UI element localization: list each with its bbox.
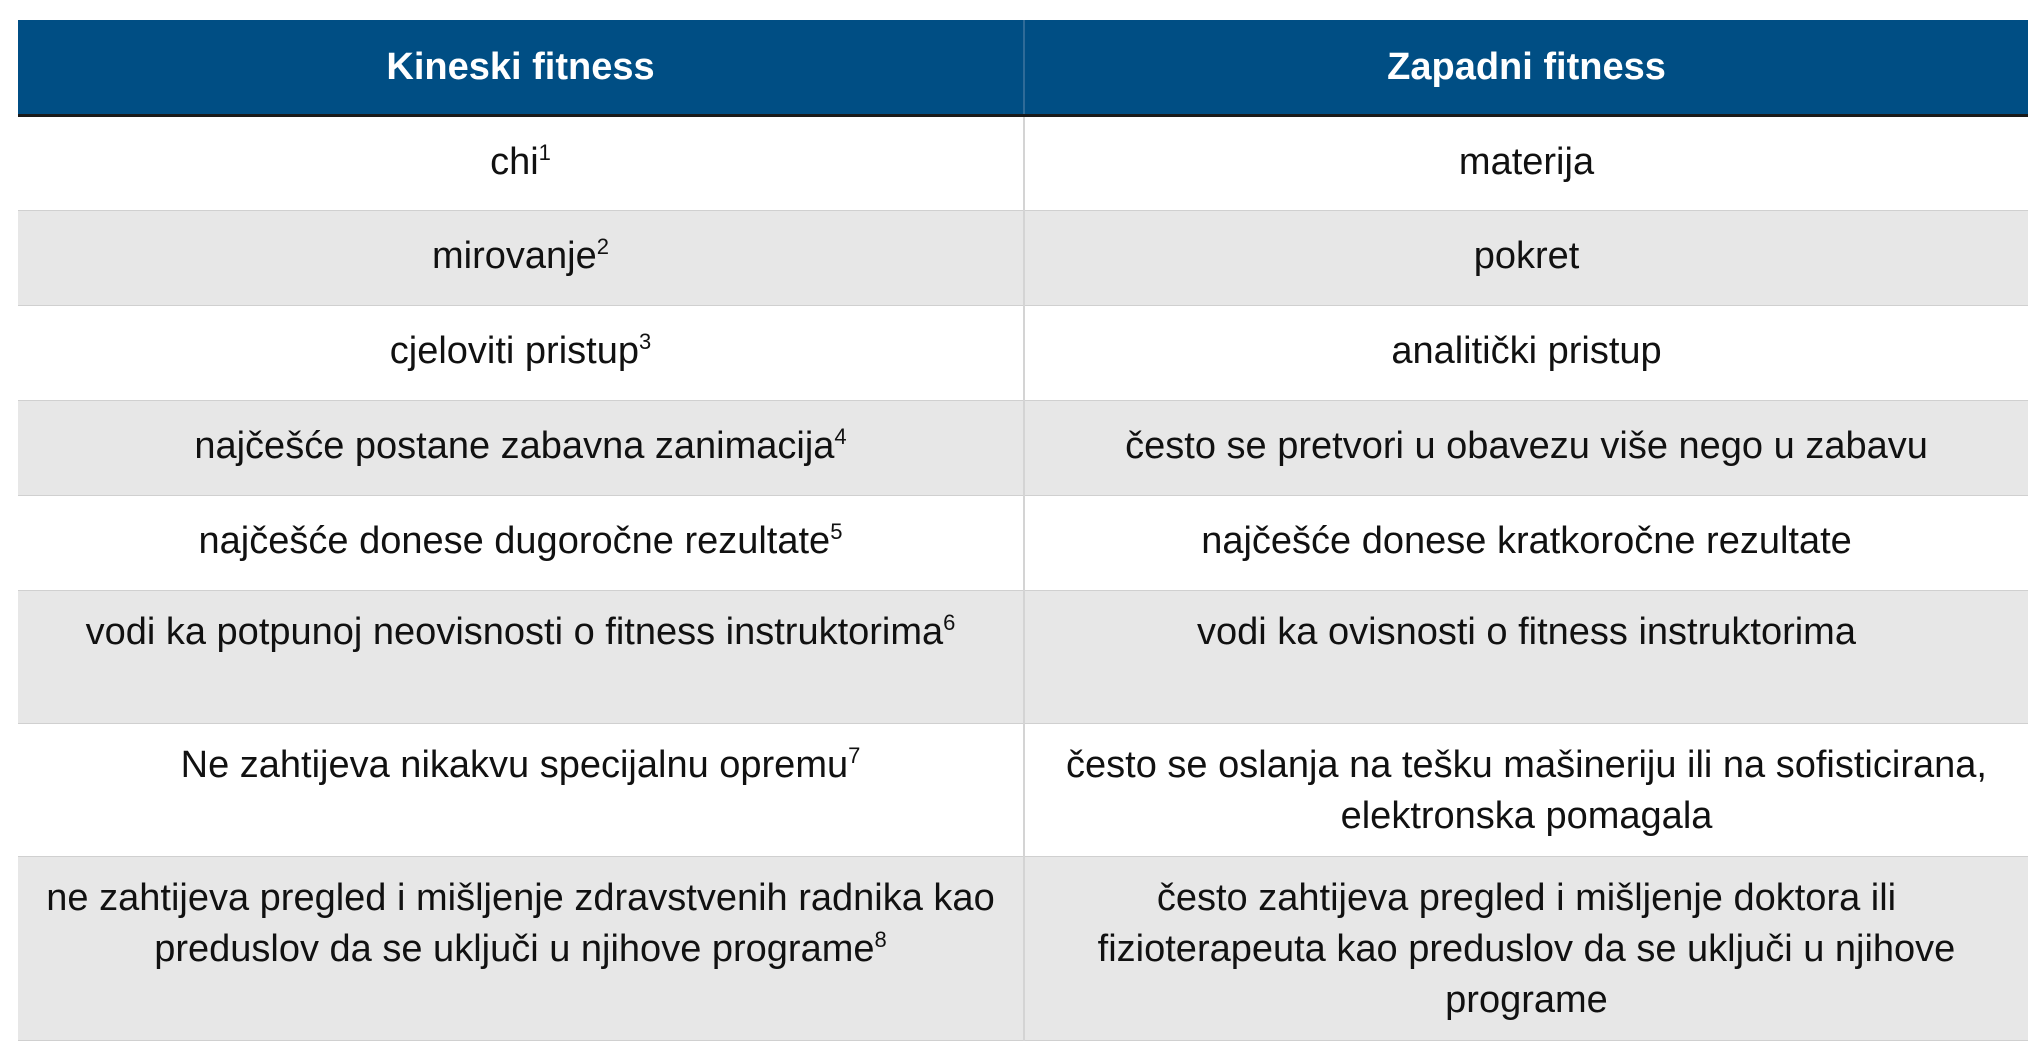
table-row: [18, 401, 2028, 496]
footnote-ref: 2: [596, 234, 609, 259]
cell-chinese: [18, 496, 1024, 591]
cell-western: često se pretvori u obavezu više nego u zabavu: [1024, 401, 2028, 496]
cell-text: ne zahtijeva pregled i mišljenje zdravstvenih radnika kao preduslov da se uključi u njihove programe: [46, 877, 995, 970]
header-chinese-fitness: Kineski fitness: [18, 20, 1024, 116]
cell-western: pokret: [1024, 211, 2028, 306]
footnote-ref: 4: [834, 424, 847, 449]
cell-chinese: [18, 116, 1024, 211]
cell-western: često zahtijeva pregled i mišljenje doktora ili fizioterapeuta kao preduslov da se uključi u njihove programe: [1024, 857, 2028, 1041]
table-row: [18, 211, 2028, 306]
table-row: [18, 496, 2028, 591]
cell-chinese: [18, 724, 1024, 857]
table-row: [18, 724, 2028, 857]
cell-western: najčešće donese kratkoročne rezultate: [1024, 496, 2028, 591]
cell-text: najčešće postane zabavna zanimacija: [194, 425, 835, 467]
table-row: [18, 591, 2028, 724]
cell-chinese: [18, 401, 1024, 496]
cell-chinese: [18, 591, 1024, 724]
cell-chinese: [18, 857, 1024, 1041]
cell-text: Ne zahtijeva nikakvu specijalnu opremu: [180, 744, 849, 786]
header-western-fitness: Zapadni fitness: [1024, 20, 2028, 116]
table-header-row: [18, 20, 2028, 116]
comparison-table-container: [18, 20, 2028, 1041]
cell-chinese: [18, 306, 1024, 401]
comparison-table: [18, 20, 2028, 1041]
cell-text: vodi ka potpunoj neovisnosti o fitness instruktorima: [85, 611, 944, 653]
footnote-ref: 6: [943, 610, 956, 635]
cell-western: materija: [1024, 116, 2028, 211]
cell-text: chi: [490, 141, 539, 183]
cell-text: mirovanje: [432, 235, 597, 277]
cell-chinese: [18, 211, 1024, 306]
table-row: [18, 116, 2028, 211]
cell-western: analitički pristup: [1024, 306, 2028, 401]
cell-text: cjeloviti pristup: [389, 330, 639, 372]
table-row: [18, 857, 2028, 1041]
footnote-ref: 3: [638, 329, 652, 354]
footnote-ref: 1: [538, 140, 551, 165]
cell-western: često se oslanja na tešku mašineriju ili na sofisticirana, elektronska pomagala: [1024, 724, 2028, 857]
cell-western: vodi ka ovisnosti o fitness instruktorima: [1024, 591, 2028, 724]
footnote-ref: 8: [874, 927, 887, 952]
cell-text: najčešće donese dugoročne rezultate: [198, 520, 831, 562]
footnote-ref: 5: [830, 519, 843, 544]
table-row: [18, 306, 2028, 401]
footnote-ref: 7: [848, 743, 861, 768]
